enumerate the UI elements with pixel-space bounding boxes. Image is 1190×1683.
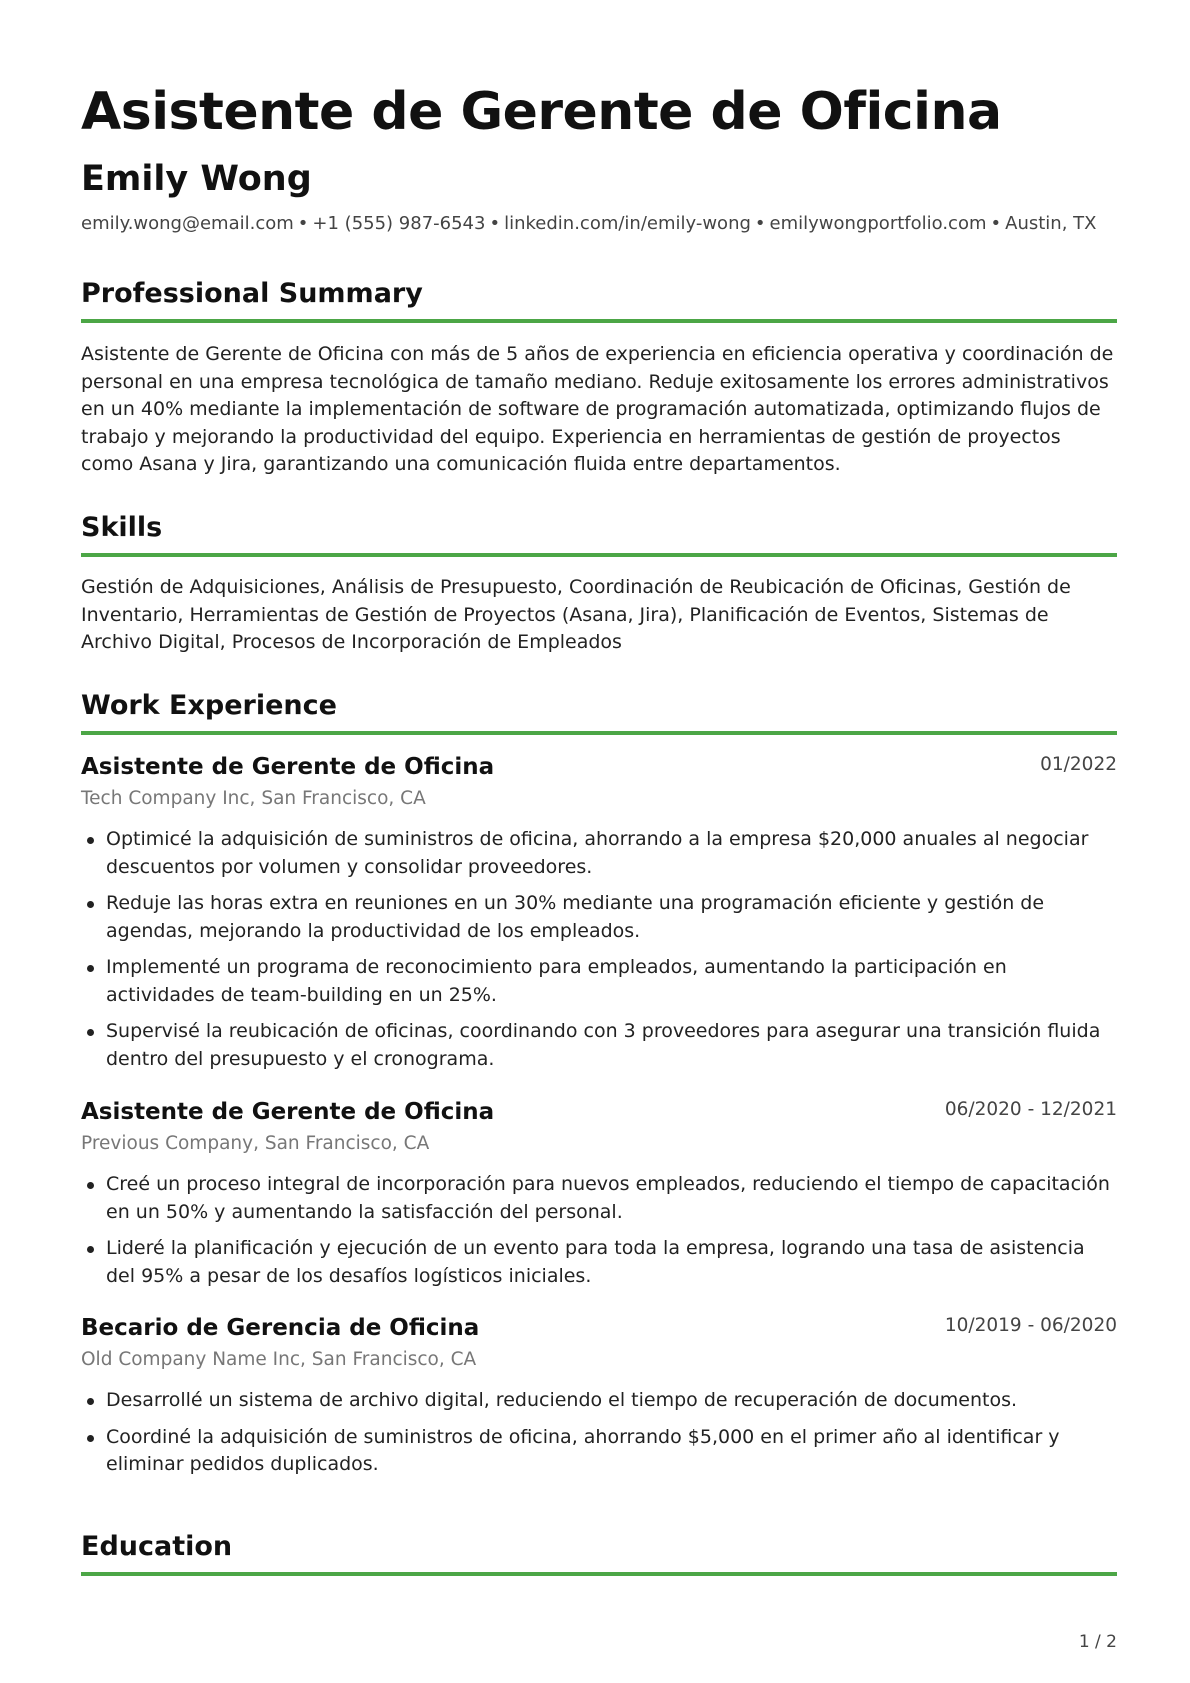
linkedin-link[interactable]: linkedin.com/in/emily-wong: [504, 213, 751, 234]
job-company: Tech Company Inc, San Francisco, CA: [81, 788, 426, 809]
bullet-item: [81, 890, 1117, 945]
section-divider: [81, 553, 1117, 557]
bullet-item: [81, 1018, 1117, 1073]
phone-number[interactable]: +1 (555) 987-6543: [312, 213, 486, 234]
bullet-text: Desarrollé un sistema de archivo digital, reduciendo el tiempo de recuperación de documentos.: [106, 1389, 1018, 1411]
bullet-icon: [87, 1435, 94, 1442]
section-divider: [81, 731, 1117, 735]
summary-section-header: [81, 277, 1117, 311]
skills-section-header: [81, 511, 1117, 545]
job-entry: [81, 751, 1117, 1082]
job-date: 06/2020 - 12/2021: [944, 1099, 1117, 1120]
job-date: 01/2022: [1040, 754, 1117, 775]
email-link[interactable]: emily.wong@email.com: [81, 213, 294, 234]
separator: •: [990, 213, 1002, 234]
resume-page: [81, 0, 1117, 1683]
portfolio-link[interactable]: emilywongportfolio.com: [769, 213, 987, 234]
bullet-item: [81, 954, 1117, 1009]
bullet-item: [81, 1235, 1117, 1290]
contact-line: [81, 212, 1117, 236]
separator: •: [489, 213, 501, 234]
bullet-item: [81, 826, 1117, 881]
bullet-icon: [87, 901, 94, 908]
candidate-name: Emily Wong: [81, 159, 312, 199]
job-company: Old Company Name Inc, San Francisco, CA: [81, 1349, 477, 1370]
job-bullets: [81, 1387, 1117, 1479]
job-date: 10/2019 - 06/2020: [944, 1315, 1117, 1336]
bullet-text: Optimicé la adquisición de suministros de oficina, ahorrando a la empresa $20,000 anuales al negociar descuentos por volumen y consolidar proveedores.: [106, 828, 1089, 878]
bullet-icon: [87, 1398, 94, 1405]
section-divider: [81, 319, 1117, 323]
job-bullets: [81, 1171, 1117, 1290]
job-company: Previous Company, San Francisco, CA: [81, 1133, 430, 1154]
job-bullets: [81, 826, 1117, 1073]
bullet-icon: [87, 965, 94, 972]
section-heading: Work Experience: [81, 690, 337, 721]
bullet-text: Reduje las horas extra en reuniones en un 30% mediante una programación eficiente y gestión de agendas, mejorando la productividad de los empleados.: [106, 892, 1045, 942]
section-heading: Professional Summary: [81, 278, 423, 309]
section-divider: [81, 1572, 1117, 1576]
bullet-item: [81, 1387, 1117, 1415]
skills-text: Gestión de Adquisiciones, Análisis de Presupuesto, Coordinación de Reubicación de Oficinas, Gestión de Inventario, Herramientas de Gestión de Proyectos (Asana, Jira), Planificación de Eventos, Sistemas de Archivo Digital, Procesos de Incorporación de Empleados: [81, 576, 1071, 653]
summary-text: Asistente de Gerente de Oficina con más de 5 años de experiencia en eficiencia operativa y coordinación de personal en una empresa tecnológica de tamaño mediano. Reduje exitosamente los errores administrativos en un 40% mediante la implementación de software de programación automatizada, optimizando flujos de trabajo y mejorando la productividad del equipo. Experiencia en herramientas de gestión de proyectos como Asana y Jira, garantizando una comunicación fluida entre departamentos.: [81, 343, 1114, 475]
bullet-icon: [87, 1246, 94, 1253]
bullet-icon: [87, 1182, 94, 1189]
page-number: 1 / 2: [1078, 1632, 1117, 1652]
bullet-text: Supervisé la reubicación de oficinas, coordinando con 3 proveedores para asegurar una transición fluida dentro del presupuesto y el cronograma.: [106, 1020, 1101, 1070]
job-title: Asistente de Gerente de Oficina: [81, 1099, 495, 1125]
job-entry: [81, 1096, 1117, 1299]
section-heading: Skills: [81, 512, 163, 543]
document-title: Asistente de Gerente de Oficina: [81, 82, 1002, 142]
location: Austin, TX: [1005, 213, 1097, 234]
bullet-text: Lideré la planificación y ejecución de un evento para toda la empresa, logrando una tasa de asistencia del 95% a pesar de los desafíos logísticos iniciales.: [106, 1237, 1085, 1287]
education-section-header: [81, 1530, 1117, 1564]
job-title: Asistente de Gerente de Oficina: [81, 754, 495, 780]
separator: •: [754, 213, 766, 234]
bullet-text: Implementé un programa de reconocimiento para empleados, aumentando la participación en actividades de team-building en un 25%.: [106, 956, 1007, 1006]
job-title: Becario de Gerencia de Oficina: [81, 1315, 480, 1341]
bullet-item: [81, 1424, 1117, 1479]
bullet-item: [81, 1171, 1117, 1226]
bullet-text: Coordiné la adquisición de suministros de oficina, ahorrando $5,000 en el primer año al identificar y eliminar pedidos duplicados.: [106, 1425, 1060, 1475]
bullet-icon: [87, 837, 94, 844]
section-heading: Education: [81, 1531, 233, 1562]
job-entry: [81, 1312, 1117, 1488]
experience-section-header: [81, 689, 1117, 723]
bullet-icon: [87, 1029, 94, 1036]
separator: •: [297, 213, 309, 234]
bullet-text: Creé un proceso integral de incorporación para nuevos empleados, reduciendo el tiempo de capacitación en un 50% y aumentando la satisfacción del personal.: [106, 1173, 1110, 1223]
